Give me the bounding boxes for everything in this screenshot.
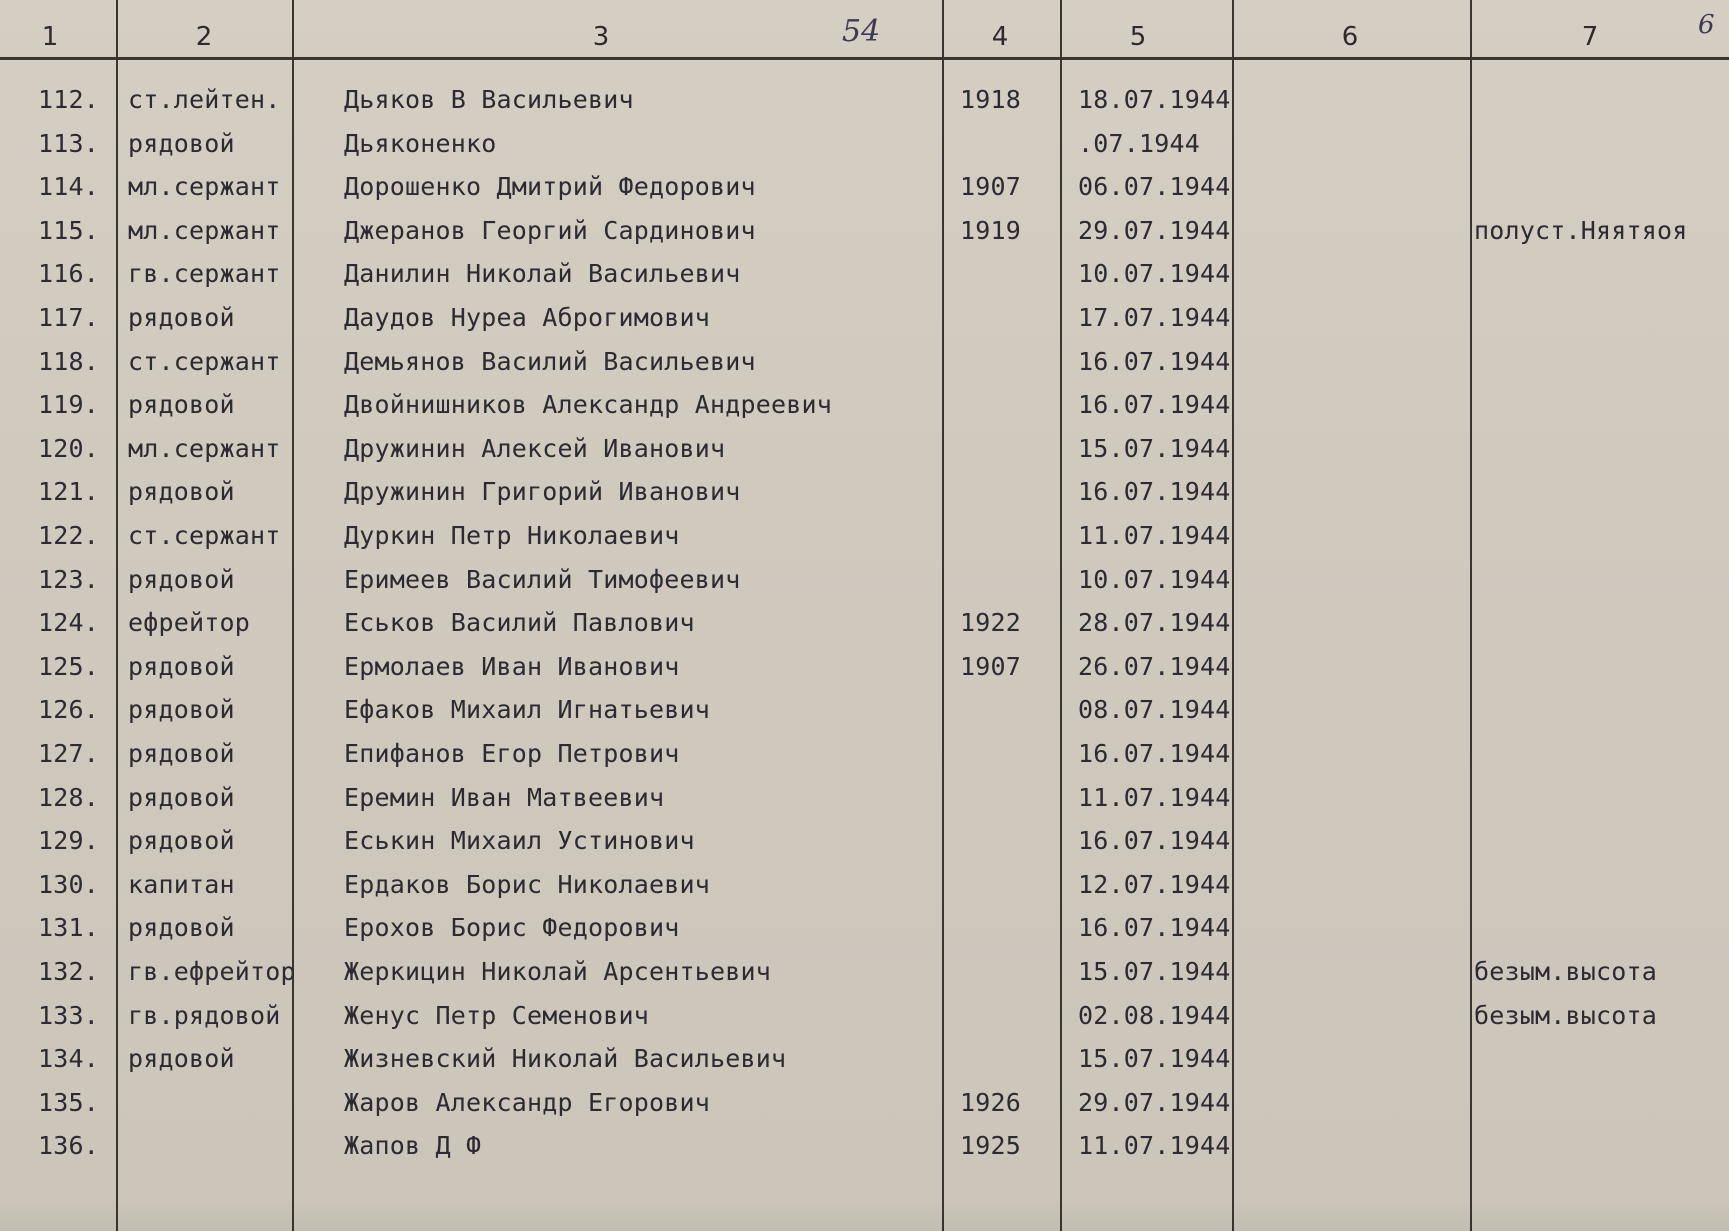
row-name: Жеркицин Николай Арсентьевич bbox=[344, 957, 772, 986]
row-number: 136. bbox=[38, 1131, 100, 1160]
row-date: 15.07.1944 bbox=[1078, 957, 1231, 986]
handwritten-corner-number: 6 bbox=[1698, 10, 1715, 40]
row-name: Дружинин Алексей Иванович bbox=[344, 434, 726, 463]
row-number: 124. bbox=[38, 608, 100, 637]
row-rank: рядовой bbox=[128, 477, 235, 506]
row-date: 11.07.1944 bbox=[1078, 783, 1231, 812]
row-name: Жаров Александр Егорович bbox=[344, 1088, 711, 1117]
row-date: 15.07.1944 bbox=[1078, 1044, 1231, 1073]
row-number: 134. bbox=[38, 1044, 100, 1073]
row-date: .07.1944 bbox=[1078, 129, 1201, 158]
row-date: 18.07.1944 bbox=[1078, 85, 1231, 114]
row-rank: мл.сержант bbox=[128, 216, 281, 245]
column-header-4: 4 bbox=[991, 22, 1009, 52]
column-rule bbox=[1060, 0, 1062, 1231]
row-date: 16.07.1944 bbox=[1078, 913, 1231, 942]
row-date: 06.07.1944 bbox=[1078, 172, 1231, 201]
row-number: 127. bbox=[38, 739, 100, 768]
column-header-2: 2 bbox=[195, 22, 213, 52]
row-rank: рядовой bbox=[128, 913, 235, 942]
column-header-6: 6 bbox=[1341, 22, 1359, 52]
row-date: 29.07.1944 bbox=[1078, 216, 1231, 245]
row-number: 119. bbox=[38, 390, 100, 419]
row-rank: ст.сержант bbox=[128, 521, 281, 550]
row-rank: мл.сержант bbox=[128, 172, 281, 201]
row-name: Демьянов Василий Васильевич bbox=[344, 347, 756, 376]
row-birth-year: 1922 bbox=[960, 608, 1022, 637]
row-number: 116. bbox=[38, 259, 100, 288]
row-name: Дружинин Григорий Иванович bbox=[344, 477, 741, 506]
row-number: 117. bbox=[38, 303, 100, 332]
row-name: Еськов Василий Павлович bbox=[344, 608, 695, 637]
row-rank: мл.сержант bbox=[128, 434, 281, 463]
row-rank: рядовой bbox=[128, 303, 235, 332]
row-number: 114. bbox=[38, 172, 100, 201]
column-rule bbox=[292, 0, 294, 1231]
row-rank: гв.рядовой bbox=[128, 1001, 281, 1030]
row-rank: рядовой bbox=[128, 652, 235, 681]
row-name: Дуркин Петр Николаевич bbox=[344, 521, 680, 550]
row-name: Ефаков Михаил Игнатьевич bbox=[344, 695, 711, 724]
header-rule bbox=[0, 57, 1729, 60]
row-name: Ерохов Борис Федорович bbox=[344, 913, 680, 942]
row-rank: рядовой bbox=[128, 565, 235, 594]
row-name: Жапов Д Ф bbox=[344, 1131, 482, 1160]
row-number: 126. bbox=[38, 695, 100, 724]
row-number: 133. bbox=[38, 1001, 100, 1030]
row-name: Дьяконенко bbox=[344, 129, 497, 158]
row-name: Еськин Михаил Устинович bbox=[344, 826, 695, 855]
row-rank: рядовой bbox=[128, 390, 235, 419]
row-rank: рядовой bbox=[128, 695, 235, 724]
row-name: Двойнишников Александр Андреевич bbox=[344, 390, 833, 419]
row-name: Женус Петр Семенович bbox=[344, 1001, 650, 1030]
row-date: 26.07.1944 bbox=[1078, 652, 1231, 681]
row-name: Даудов Нуреа Аброгимович bbox=[344, 303, 711, 332]
column-header-3: 3 bbox=[592, 22, 610, 52]
row-date: 15.07.1944 bbox=[1078, 434, 1231, 463]
row-date: 10.07.1944 bbox=[1078, 565, 1231, 594]
row-number: 122. bbox=[38, 521, 100, 550]
row-date: 29.07.1944 bbox=[1078, 1088, 1231, 1117]
row-birth-year: 1926 bbox=[960, 1088, 1022, 1117]
row-name: Дьяков В Васильевич bbox=[344, 85, 634, 114]
row-date: 16.07.1944 bbox=[1078, 347, 1231, 376]
row-rank: ефрейтор bbox=[128, 608, 251, 637]
row-name: Жизневский Николай Васильевич bbox=[344, 1044, 787, 1073]
column-header-1: 1 bbox=[41, 22, 59, 52]
row-number: 130. bbox=[38, 870, 100, 899]
row-date: 16.07.1944 bbox=[1078, 390, 1231, 419]
row-date: 11.07.1944 bbox=[1078, 1131, 1231, 1160]
row-name: Ердаков Борис Николаевич bbox=[344, 870, 711, 899]
row-number: 129. bbox=[38, 826, 100, 855]
row-name: Данилин Николай Васильевич bbox=[344, 259, 741, 288]
row-birth-year: 1918 bbox=[960, 85, 1022, 114]
row-number: 120. bbox=[38, 434, 100, 463]
row-birth-year: 1907 bbox=[960, 652, 1022, 681]
row-date: 17.07.1944 bbox=[1078, 303, 1231, 332]
row-note: безым.высота bbox=[1474, 1001, 1658, 1030]
row-date: 28.07.1944 bbox=[1078, 608, 1231, 637]
row-number: 123. bbox=[38, 565, 100, 594]
row-rank: гв.ефрейтор bbox=[128, 957, 296, 986]
row-number: 125. bbox=[38, 652, 100, 681]
row-note: полуст.Няятяоя bbox=[1474, 216, 1688, 245]
column-rule bbox=[1232, 0, 1234, 1231]
row-number: 131. bbox=[38, 913, 100, 942]
row-birth-year: 1919 bbox=[960, 216, 1022, 245]
row-number: 118. bbox=[38, 347, 100, 376]
row-rank: гв.сержант bbox=[128, 259, 281, 288]
row-date: 16.07.1944 bbox=[1078, 739, 1231, 768]
column-rule bbox=[116, 0, 118, 1231]
row-rank: ст.лейтен. bbox=[128, 85, 281, 114]
row-number: 112. bbox=[38, 85, 100, 114]
row-date: 12.07.1944 bbox=[1078, 870, 1231, 899]
row-number: 132. bbox=[38, 957, 100, 986]
row-name: Ермолаев Иван Иванович bbox=[344, 652, 680, 681]
row-rank: капитан bbox=[128, 870, 235, 899]
row-rank: рядовой bbox=[128, 826, 235, 855]
row-number: 115. bbox=[38, 216, 100, 245]
row-rank: рядовой bbox=[128, 739, 235, 768]
row-name: Еремин Иван Матвеевич bbox=[344, 783, 665, 812]
row-birth-year: 1907 bbox=[960, 172, 1022, 201]
row-date: 08.07.1944 bbox=[1078, 695, 1231, 724]
column-rule bbox=[942, 0, 944, 1231]
row-date: 16.07.1944 bbox=[1078, 826, 1231, 855]
row-name: Епифанов Егор Петрович bbox=[344, 739, 680, 768]
row-note: безым.высота bbox=[1474, 957, 1658, 986]
row-name: Еримеев Василий Тимофеевич bbox=[344, 565, 741, 594]
column-rule bbox=[1470, 0, 1472, 1231]
column-header-5: 5 bbox=[1129, 22, 1147, 52]
row-birth-year: 1925 bbox=[960, 1131, 1022, 1160]
row-name: Дорошенко Дмитрий Федорович bbox=[344, 172, 756, 201]
paper-edge-shade bbox=[0, 1201, 1729, 1231]
row-date: 10.07.1944 bbox=[1078, 259, 1231, 288]
row-rank: ст.сержант bbox=[128, 347, 281, 376]
row-number: 113. bbox=[38, 129, 100, 158]
row-rank: рядовой bbox=[128, 783, 235, 812]
row-rank: рядовой bbox=[128, 129, 235, 158]
row-rank: рядовой bbox=[128, 1044, 235, 1073]
row-number: 121. bbox=[38, 477, 100, 506]
row-number: 128. bbox=[38, 783, 100, 812]
row-date: 11.07.1944 bbox=[1078, 521, 1231, 550]
row-date: 16.07.1944 bbox=[1078, 477, 1231, 506]
row-date: 02.08.1944 bbox=[1078, 1001, 1231, 1030]
column-header-7: 7 bbox=[1581, 22, 1599, 52]
handwritten-page-number: 54 bbox=[842, 14, 881, 49]
row-number: 135. bbox=[38, 1088, 100, 1117]
row-name: Джеранов Георгий Сардинович bbox=[344, 216, 756, 245]
